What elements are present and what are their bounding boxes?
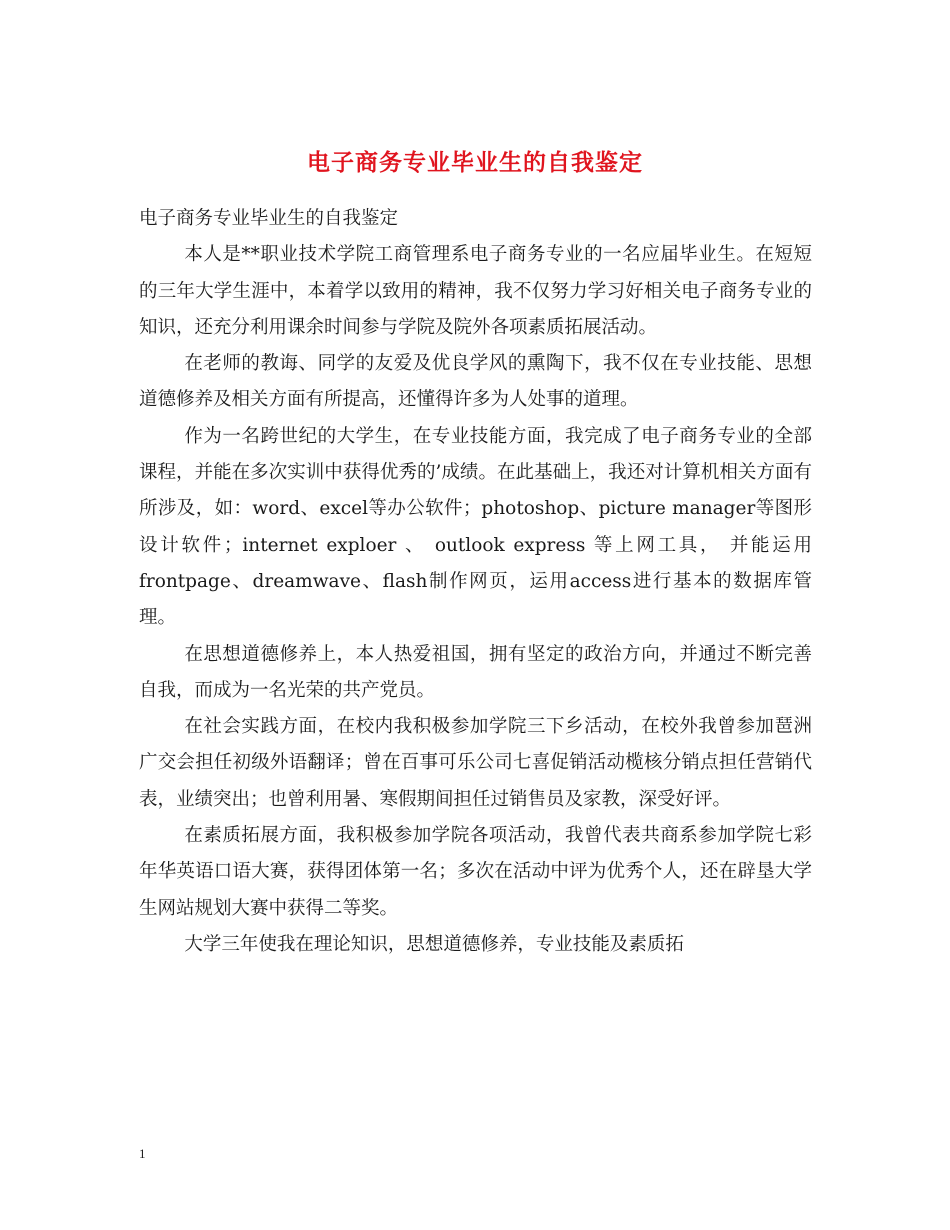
document-subtitle: 电子商务专业毕业生的自我鉴定	[139, 208, 399, 229]
paragraph-2: 在老师的教诲、同学的友爱及优良学风的熏陶下，我不仅在专业技能、思想道德修养及相关方面有所提高，还懂得许多为人处事的道理。	[139, 353, 812, 411]
paragraph-7: 大学三年使我在理论知识，思想道德修养，专业技能及素质拓	[184, 933, 684, 955]
document-title: 电子商务专业毕业生的自我鉴定	[307, 149, 643, 177]
paragraph-6: 在素质拓展方面，我积极参加学院各项活动，我曾代表共商系参加学院七彩年华英语口语大赛，获得团体第一名；多次在活动中评为优秀个人，还在辟垦大学生网站规划大赛中获得二等奖。	[139, 825, 812, 919]
paragraph-5: 在社会实践方面，在校内我积极参加学院三下乡活动，在校外我曾参加琶洲广交会担任初级外语翻译；曾在百事可乐公司七喜促销活动榄核分销点担任营销代表，业绩突出；也曾利用暑、寒假期间担任过销售员及家教，深受好评。	[139, 716, 812, 810]
document-body	[139, 201, 812, 963]
page-number: 1	[139, 1146, 146, 1161]
paragraph-3: 作为一名跨世纪的大学生，在专业技能方面，我完成了电子商务专业的全部课程，并能在多次实训中获得优秀的’成绩。在此基础上，我还对计算机相关方面有所涉及，如：word、excel等办公软件；photoshop、picture manager等图形设计软件；internet exploer 、 outlook express 等上网工具， 并能运用frontpage、dreamwave、flash制作网页，运用access进行基本的数据库管理。	[139, 425, 812, 629]
paragraph-1: 本人是**职业技术学院工商管理系电子商务专业的一名应届毕业生。在短短的三年大学生涯中，本着学以致用的精神，我不仅努力学习好相关电子商务专业的知识，还充分利用课余时间参与学院及院外各项素质拓展活动。	[139, 244, 812, 338]
paragraph-4: 在思想道德修养上，本人热爱祖国，拥有坚定的政治方向，并通过不断完善自我，而成为一名光荣的共产党员。	[139, 643, 812, 701]
